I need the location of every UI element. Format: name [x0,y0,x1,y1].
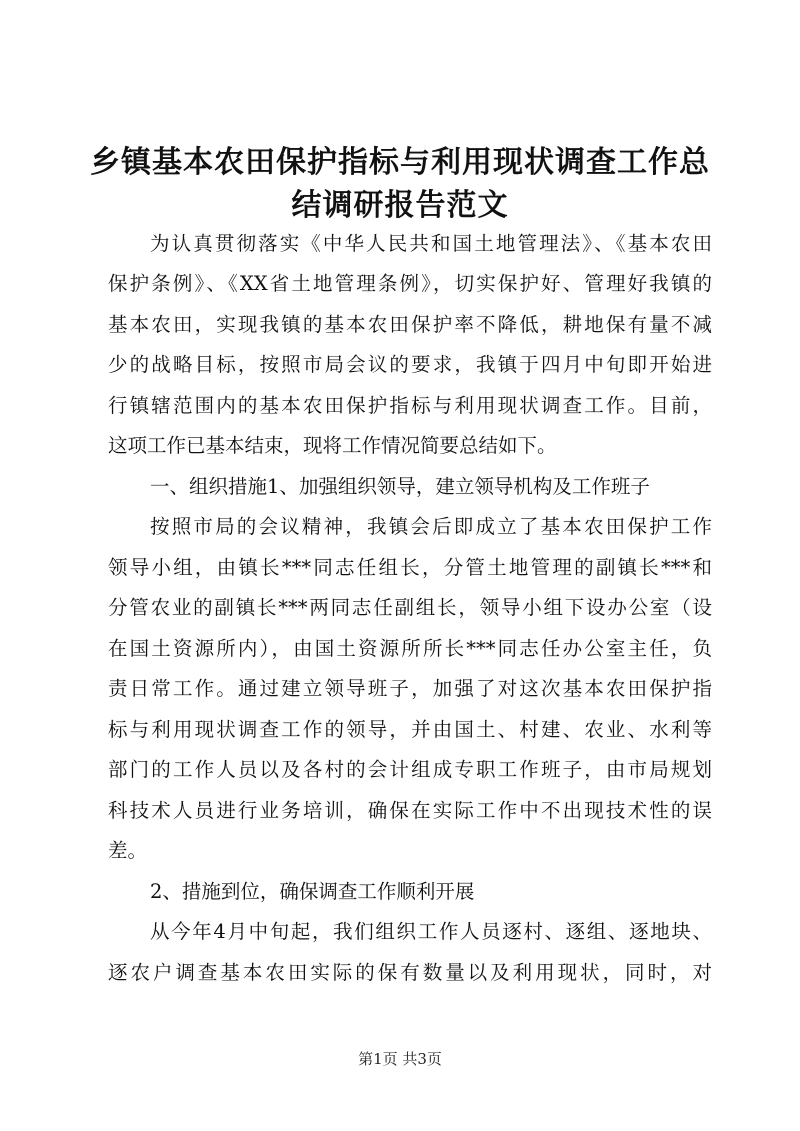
text-line: 责日常工作。通过建立领导班子，加强了对这次基本农田保护指 [108,677,712,700]
section-heading: 2、措施到位，确保调查工作顺利开展 [150,880,475,903]
document-title-line-1: 乡镇基本农田保护指标与利用现状调查工作总 [90,145,710,180]
text-line: 少的战略目标，按照市局会议的要求，我镇于四月中旬即开始进 [108,353,712,376]
document-title-line-2: 结调研报告范文 [291,188,509,223]
text-line: 这项工作已基本结束，现将工作情况简要总结如下。 [108,434,557,457]
text-line: 逐农户调查基本农田实际的保有数量以及利用现状，同时，对 [108,961,712,984]
text-line: 科技术人员进行业务培训，确保在实际工作中不出现技术性的误 [108,799,712,822]
text-line: 行镇辖范围内的基本农田保护指标与利用现状调查工作。目前， [108,394,712,417]
text-line: 按照市局的会议精神，我镇会后即成立了基本农田保护工作 [150,515,712,538]
text-line: 部门的工作人员以及各村的会计组成专职工作班子，由市局规划 [108,758,712,781]
text-line: 从今年4月中旬起，我们组织工作人员逐村、逐组、逐地块、 [150,920,712,943]
text-line: 保护条例》、《XX省土地管理条例》，切实保护好、管理好我镇的 [108,272,712,295]
text-line: 标与利用现状调查工作的领导，并由国土、村建、农业、水利等 [108,718,712,741]
text-line: 差。 [108,839,148,862]
text-line: 基本农田，实现我镇的基本农田保护率不降低，耕地保有量不减 [108,313,712,336]
text-line: 分管农业的副镇长***两同志任副组长，领导小组下设办公室（设 [108,596,712,619]
section-heading: 一、组织措施1、加强组织领导，建立领导机构及工作班子 [150,475,650,498]
text-line: 领导小组，由镇长***同志任组长，分管土地管理的副镇长***和 [108,556,712,579]
text-line: 为认真贯彻落实《中华人民共和国土地管理法》、《基本农田 [150,232,712,255]
text-line: 在国土资源所内），由国土资源所所长***同志任办公室主任，负 [108,637,712,660]
page-footer: 第1页 共3页 [358,1050,442,1068]
